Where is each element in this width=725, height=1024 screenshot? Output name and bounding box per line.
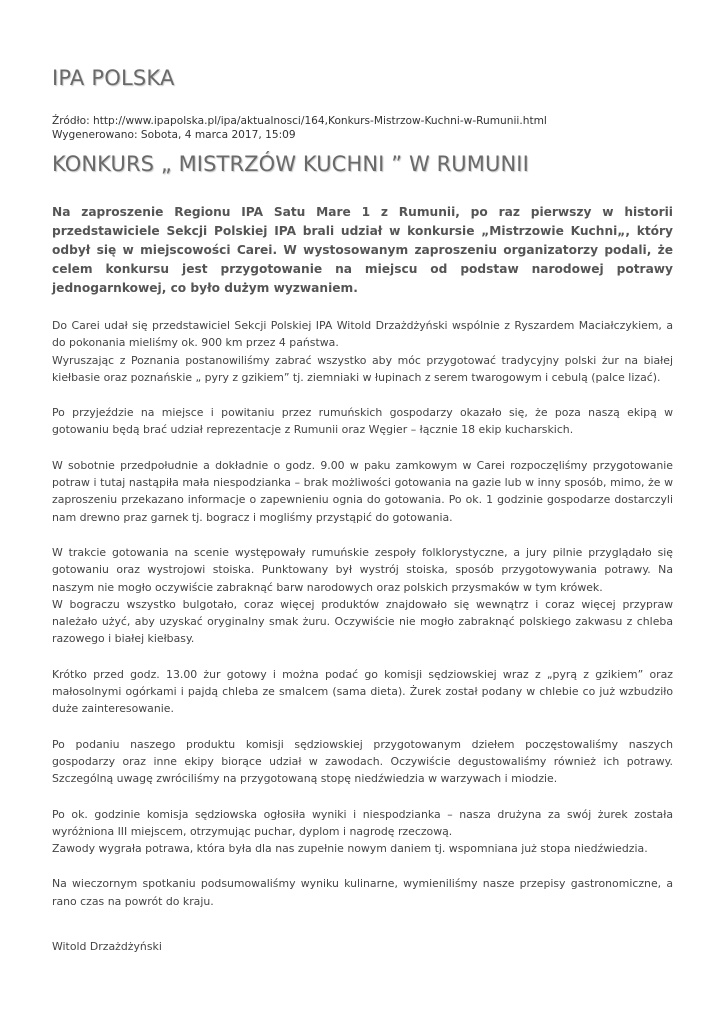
source-url: Źródło: http://www.ipapolska.pl/ipa/aktualnosci/164,Konkurs-Mistrzow-Kuchni-w-Rumunii.html: [52, 115, 547, 127]
generated-date: Wygenerowano: Sobota, 4 marca 2017, 15:09: [52, 129, 296, 141]
article-title: KONKURS „ MISTRZÓW KUCHNI ” W RUMUNII: [52, 152, 529, 176]
paragraph-1: [52, 317, 673, 386]
paragraph-3: [52, 457, 673, 526]
paragraph-line: W sobotnie przedpołudnie a dokładnie o godz. 9.00 w paku zamkowym w Carei rozpoczęliśmy przygotowanie potraw i tutaj nastąpiła mała niespodzianka – brak możliwości gotowania na gazie lub w inny sposób, mimo, że w zaproszeniu przekazano informacje o zapewnieniu ognia do gotowania. Po ok. 1 godzinie gospodarze dostarczyli nam drewno praz garnek tj. bogracz i mogliśmy przystąpić do gotowania.: [52, 458, 673, 524]
paragraph-line: W bograczu wszystko bulgotało, coraz więcej produktów znajdowało się wewnątrz i coraz więcej przypraw należało użyć, aby uzyskać oryginalny smak żuru. Oczywiście nie mogło zabraknąć polskiego zakwasu z chleba razowego i białej kiełbasy.: [52, 597, 673, 646]
paragraph-line: W trakcie gotowania na scenie występowały rumuńskie zespoły folklorystyczne, a jury pilnie przyglądało się gotowaniu oraz wystrojowi stoiska. Punktowany był wystrój stoiska, sposób przygotowywania potrawy. Na naszym nie mogło oczywiście zabraknąć barw narodowych oraz polskich przysmaków w tym krówek.: [52, 545, 673, 594]
paragraph-line: Krótko przed godz. 13.00 żur gotowy i można podać go komisji sędziowskiej wraz z „pyrą z gzikiem” oraz małosolnymi ogórkami i pajdą chleba ze smalcem (sama dieta). Żurek został podany w chlebie co już wzbudziło duże zainteresowanie.: [52, 667, 673, 716]
site-title: IPA POLSKA: [52, 66, 175, 90]
paragraph-line: Wyruszając z Poznania postanowiliśmy zabrać wszystko aby móc przygotować tradycyjny polski żur na białej kiełbasie oraz poznańskie „ pyry z gzikiem” tj. ziemniaki w łupinach z serem twarogowym i cebulą (palce lizać).: [52, 353, 673, 384]
paragraph-line: Do Carei udał się przedstawiciel Sekcji Polskiej IPA Witold Drzażdżyński wspólnie z Ryszardem Maciałczykiem, a do pokonania mieliśmy ok. 900 km przez 4 państwa.: [52, 319, 673, 350]
paragraph-line: Na wieczornym spotkaniu podsumowaliśmy wyniku kulinarne, wymieniliśmy nasze przepisy gastronomiczne, a rano czas na powrót do kraju.: [52, 877, 673, 908]
article-lead: Na zaproszenie Regionu IPA Satu Mare 1 z Rumunii, po raz pierwszy w historii przedstawiciele Sekcji Polskiej IPA brali udział w konkursie „Mistrzowie Kuchni„, który odbył się w miejscowości Carei. W wystosowanym zaproszeniu organizatorzy podali, że celem konkursu jest przygotowanie na miejscu od podstaw narodowej potrawy jednogarnkowej, co było dużym wyzwaniem.: [52, 205, 673, 295]
paragraph-line: Po przyjeździe na miejsce i powitaniu przez rumuńskich gospodarzy okazało się, że poza naszą ekipą w gotowaniu będą brać udział reprezentacje z Rumunii oraz Węgier – łącznie 18 ekip kucharskich.: [52, 406, 673, 437]
paragraph-7: [52, 806, 673, 858]
paragraph-5: [52, 666, 673, 718]
document-meta: [52, 114, 547, 142]
paragraph-6: [52, 736, 673, 788]
paragraph-line: Po podaniu naszego produktu komisji sędziowskiej przygotowanym dziełem poczęstowaliśmy naszych gospodarzy oraz inne ekipy biorące udział w zawodach. Oczywiście degustowaliśmy również ich potrawy. Szczególną uwagę zwróciliśmy na przygotowaną stopę niedźwiedzia w warzywach i miodzie.: [52, 737, 673, 786]
paragraph-4: [52, 544, 673, 648]
paragraph-line: Po ok. godzinie komisja sędziowska ogłosiła wyniki i niespodzianka – nasza drużyna za swój żurek została wyróżniona III miejscem, otrzymując puchar, dyplom i nagrodę rzeczową.: [52, 807, 673, 838]
paragraph-2: [52, 404, 673, 439]
article-signature: Witold Drzażdżyński: [52, 940, 162, 954]
article-body: [52, 203, 673, 955]
paragraph-8: [52, 875, 673, 910]
paragraph-line: Zawody wygrała potrawa, która była dla nas zupełnie nowym daniem tj. wspomniana już stopa niedźwiedzia.: [52, 842, 648, 856]
